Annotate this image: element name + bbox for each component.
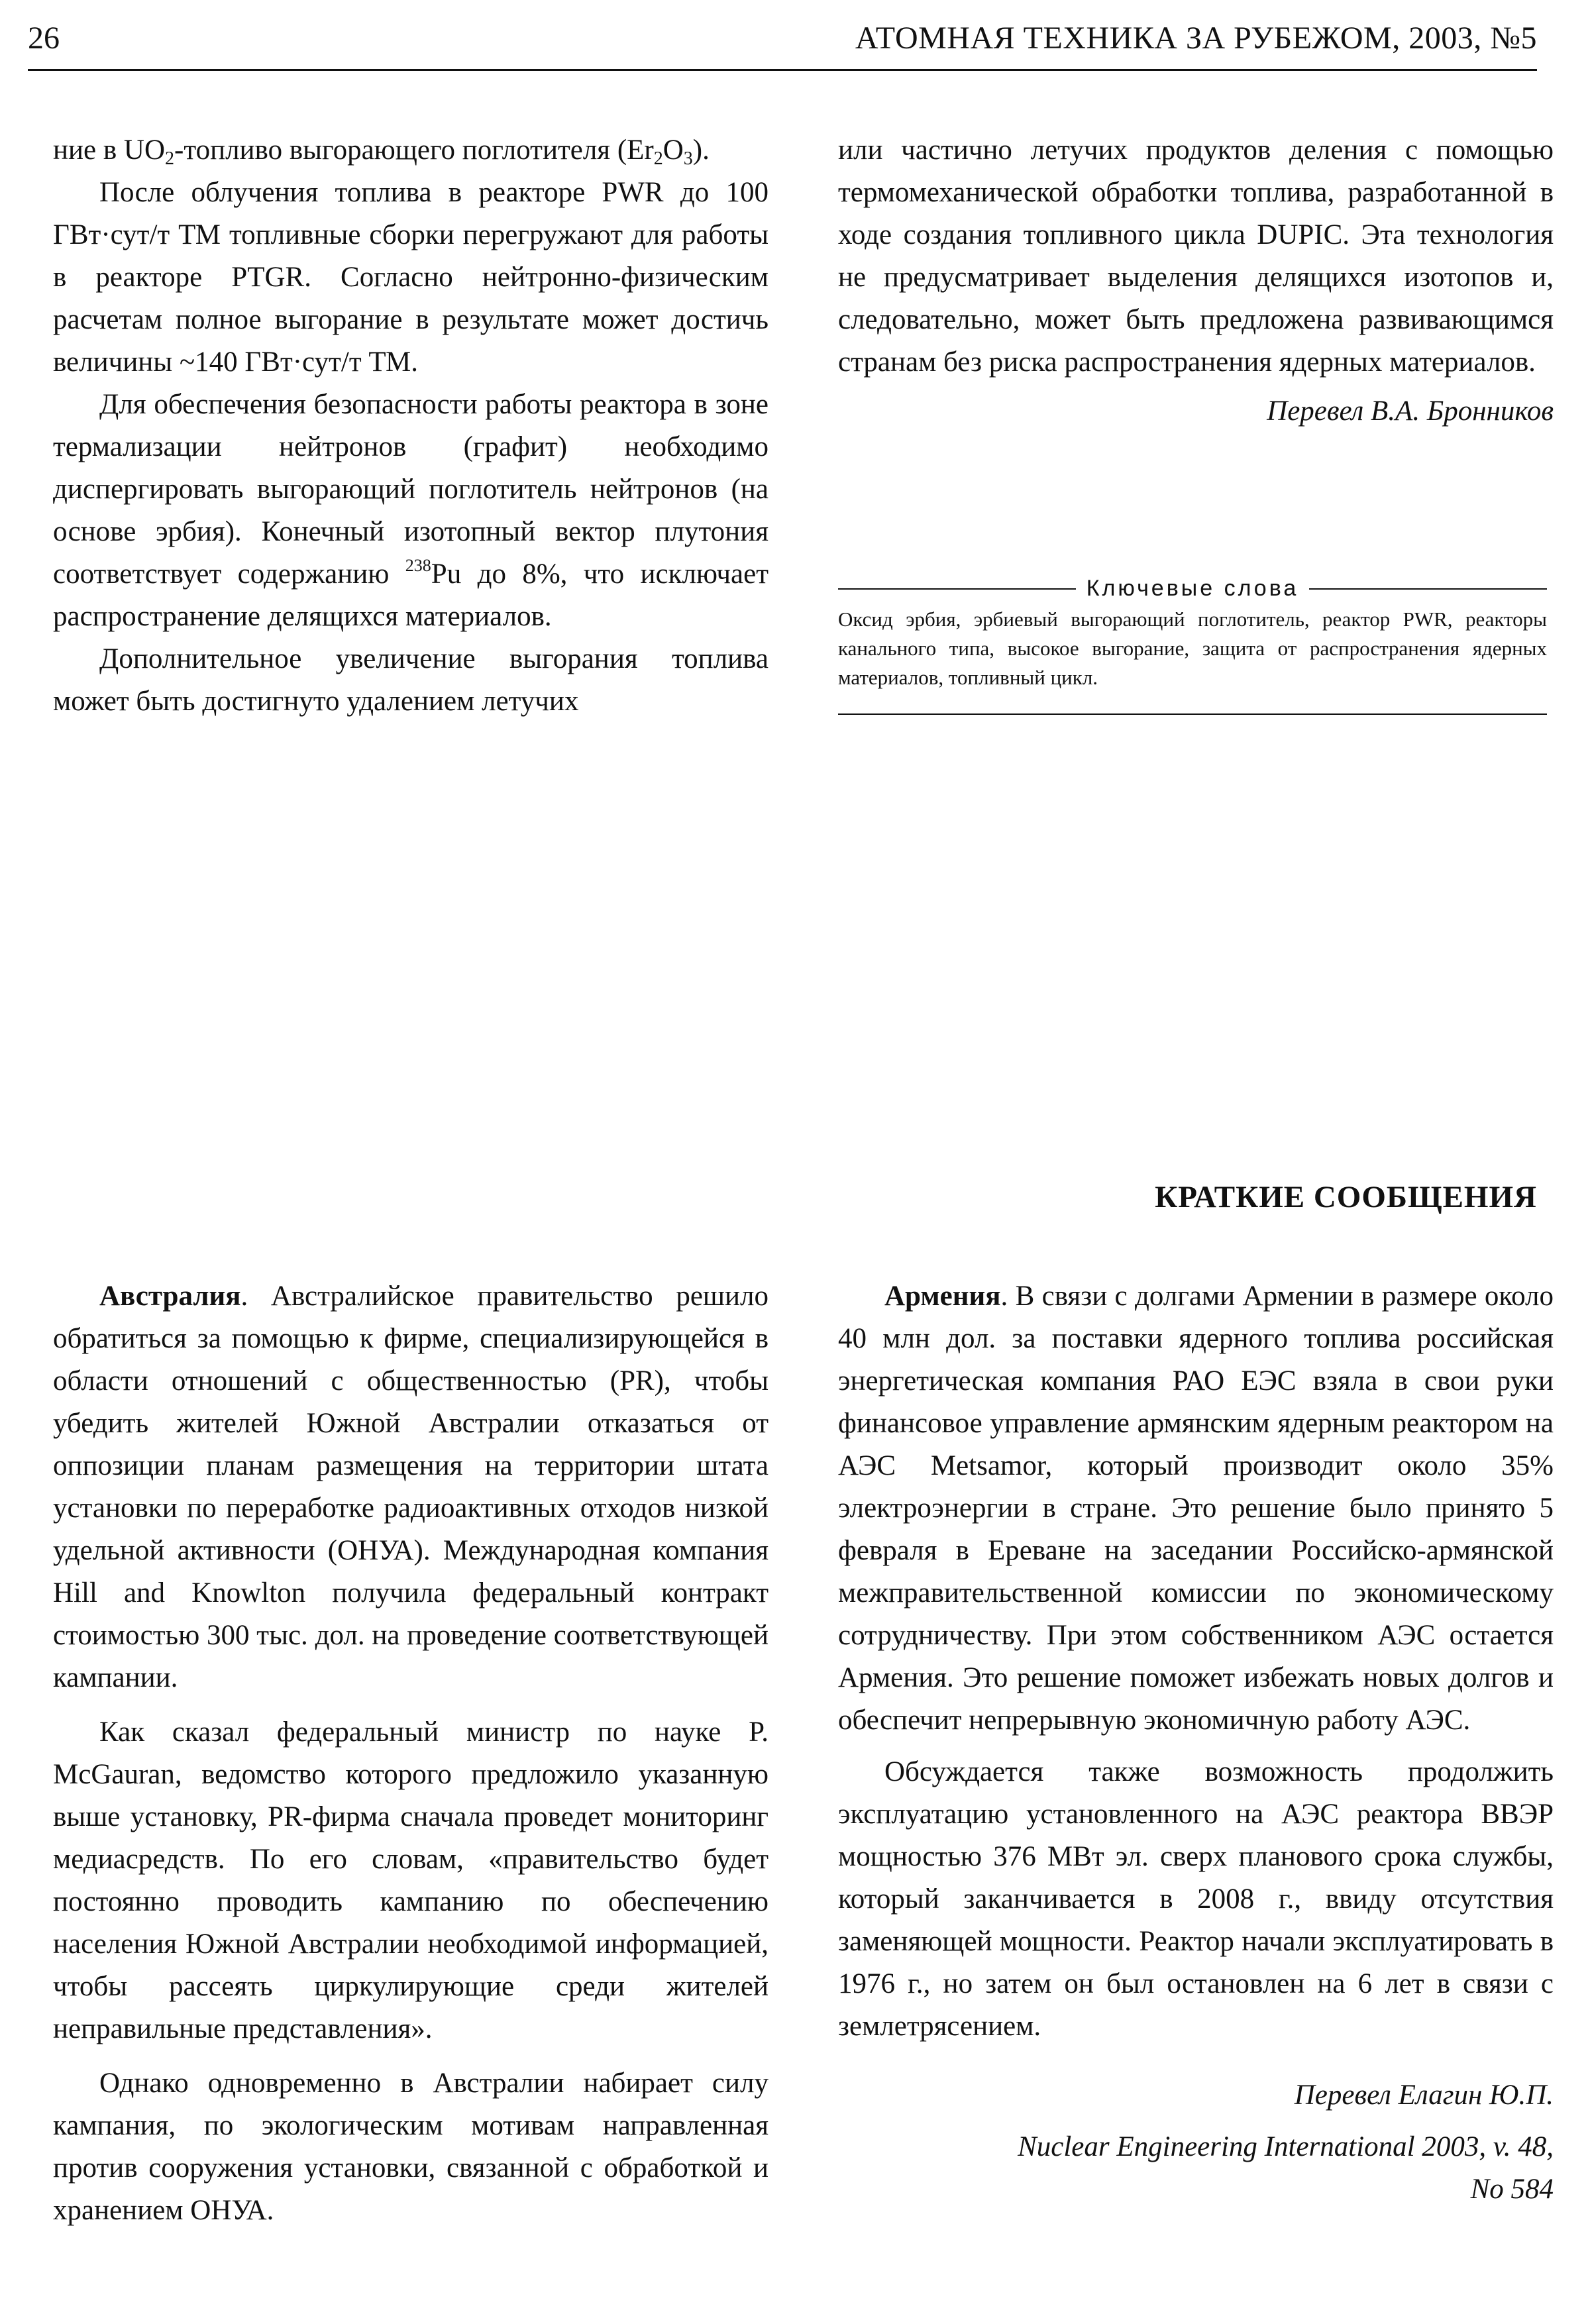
- paragraph: Однако одновременно в Австралии набирает силу кампания, по экологическим мотивам направленная против сооружения установки, связанной с обработкой и хранением ОНУА.: [53, 2068, 768, 2226]
- paragraph: Обсуждается также возможность продолжить эксплуатацию установленного на АЭС реактора ВВЭР мощностью 376 МВт эл. сверх планового срока службы, который заканчивается в 2008 г., ввиду отсутствия заменяющей мощности. Реактор начали эксплуатировать в 1976 г., но затем он был остановлен на 6 лет в связи с землетрясением.: [838, 1756, 1554, 2042]
- source-citation: Nuclear Engineering International 2003, v. 48,: [1018, 2131, 1554, 2162]
- paragraph: После облучения топлива в реакторе PWR до 100 ГВт·сут/т ТМ топливные сборки перегружают для работы в реакторе PTGR. Согласно нейтронно-физическим расчетам полное выгорание в результате может достичь величины ~140 ГВт·сут/т ТМ.: [53, 177, 768, 378]
- paragraph: Дополнительное увеличение выгорания топлива может быть достигнуто удалением летучих: [53, 643, 768, 717]
- left-column-bottom: [53, 1275, 768, 2232]
- keywords-title: Ключевые слова: [838, 573, 1547, 604]
- country-lead: Австралия: [99, 1281, 241, 1312]
- header-rule: [28, 69, 1537, 71]
- translator-credit: Перевел Елагин Ю.П.: [1294, 2080, 1554, 2111]
- page-number: 26: [28, 21, 60, 56]
- right-column-top: [838, 129, 1554, 433]
- paragraph: Для обеспечения безопасности работы реактора в зоне термализации нейтронов (графит) необходимо диспергировать выгорающий поглотитель нейтронов (на основе эрбия). Конечный изотопный вектор плутония соответствует содержанию $^{238}$Pu до 8%, что исключает распространение делящихся материалов.: [53, 389, 768, 632]
- paragraph: Армения. В связи с долгами Армении в размере около 40 млн дол. за поставки ядерного топлива российская энергетическая компания РАО ЕЭС взяла в свои руки финансовое управление армянским ядерным реактором на АЭС Metsamor, который производит около 35% электроэнергии в стране. Это решение было принято 5 февраля в Ереване на заседании Российско-армянской межправительственной комиссии по экономическому сотрудничеству. При этом собственником АЭС остается Армения. Это решение поможет избежать новых долгов и обеспечит непрерывную экономичную работу АЭС.: [838, 1281, 1554, 1736]
- keywords-box: [838, 573, 1547, 715]
- source-citation-issue: No 584: [1470, 2174, 1554, 2205]
- paragraph: Как сказал федеральный министр по науке P. McGauran, ведомство которого предложило указанную выше установку, PR-фирма сначала проведет мониторинг медиасредств. По его словам, «правительство будет постоянно проводить кампанию по обеспечению населения Южной Австралии необходимой информацией, чтобы рассеять циркулирующие среди жителей неправильные представления».: [53, 1717, 768, 2044]
- right-column-bottom: [838, 1275, 1554, 2211]
- running-header-title: АТОМНАЯ ТЕХНИКА ЗА РУБЕЖОМ, 2003, №5: [855, 21, 1537, 56]
- country-lead: Армения: [884, 1281, 1001, 1312]
- keywords-text: Оксид эрбия, эрбиевый выгорающий поглотитель, реактор PWR, реакторы канального типа, высокое выгорание, защита от распространения ядерных материалов, топливный цикл.: [838, 607, 1547, 689]
- section-heading: КРАТКИЕ СООБЩЕНИЯ: [1155, 1180, 1537, 1214]
- paragraph: Австралия. Австралийское правительство решило обратиться за помощью к фирме, специализирующейся в области отношений с общественностью (PR), чтобы убедить жителей Южной Австралии отказаться от оппозиции планам размещения на территории штата установки по переработке радиоактивных отходов низкой удельной активности (ОНУА). Международная компания Hill and Knowlton получила федеральный контракт стоимостью 300 тыс. дол. на проведение соответствующей кампании.: [53, 1281, 768, 1693]
- paragraph: или частично летучих продуктов деления с помощью термомеханической обработки топлива, разработанной в ходе создания топливного цикла DUPIC. Эта технология не предусматривает выделения делящихся изотопов и, следовательно, может быть предложена развивающимся странам без риска распространения ядерных материалов.: [838, 134, 1554, 378]
- paragraph: ние в $UO_2$-топливо выгорающего поглотителя $(Er_2O_3)$.: [53, 134, 710, 169]
- translator-credit: Перевел В.А. Бронников: [1267, 396, 1554, 427]
- left-column-top: [53, 129, 768, 723]
- keywords-bottom-rule: [838, 713, 1547, 715]
